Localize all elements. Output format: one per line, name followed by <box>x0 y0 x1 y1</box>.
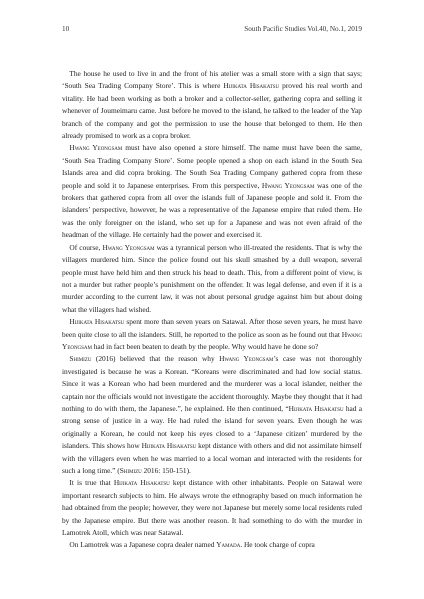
person-name: Hijikata Hisakatsu <box>288 403 344 413</box>
person-name: Hijikata Hisakatsu <box>141 441 197 451</box>
body-paragraph: The house he used to live in and the front of his atelier was a small store with a sign that says; ‘South Sea Trading Company Store’. This is where Hijikata Hisakatsu proved his real worth and vitality. He had been working as both a broker and a collector-seller, gathering copra and selling it whenever of Joumeimaru came. Just before he moved to the island, he talked to the leader of the Yap branch of the company and got the permission to use the house that belonged to them. He then already promised to work as a copra broker. <box>62 69 362 141</box>
person-name: Hijikata Hisakatsu <box>223 81 280 91</box>
person-name: Hwang Yeongsam <box>102 242 155 252</box>
running-head: South Pacific Studies Vol.40, No.1, 2019 <box>244 25 362 33</box>
person-name: Hwang Yeongsam <box>62 329 362 351</box>
person-name: Shimizu <box>69 354 92 364</box>
body-paragraph: Hwang Yeongsam must have also opened a store himself. The name must have been the same, ‘South Sea Trading Company Store’. Some people opened a shop on each island in the South Sea Islands area and did copra broking. The South Sea Trading Company gathered copra from these people and sold it to Japanese enterprises. From this perspective, Hwang Yeongsam was one of the brokers that gathered copra from all over the islands full of Japanese people and sold it. From the islanders’ perspective, however, he was a representative of the Japanese empire that ruled them. He was the only foreigner on the island, who set up for a Japanese and was not even afraid of the headman of the village. He certainly had the power and exercised it. <box>62 143 362 240</box>
body-paragraph: Shimizu (2016) believed that the reason why Hwang Yeongsam’s case was not thoroughly investigated is because he was a Korean. “Koreans were discriminated and had low social status. Since it was a Korean who had been murdered and the murderer was a local islander, neither the captain nor the officials would not investigate the accident thoroughly. Maybe they thought that it had nothing to do with them, the Japanese.”, he explained. He then continued, “Hijikata Hisakatsu had a strong sense of justice in a way. He had ruled the island for seven years. Even though he was originally a Korean, he could not keep his eyes closed to a ‘Japanese citizen’ murdered by the islanders. This shows how Hijikata Hisakatsu kept distance with others and did not assimilate himself with the villagers even when he was married to a local woman and interacted with the residents for such a long time.” (Shimizu 2016: 150-151). <box>62 354 362 475</box>
body-paragraph: On Lamotrek was a Japanese copra dealer named Yamada. He took charge of copra <box>69 540 315 550</box>
body-paragraph: Hijikata Hisakatsu spent more than seven years on Satawal. After those seven years, he must have been quite close to all the islanders. Still, he reported to the police as soon as he found out that Hwang Yeongsam had in fact been beaten to death by the people. Why would have he done so? <box>62 317 362 351</box>
person-name: Hwang Yeongsam <box>261 180 315 190</box>
article-body <box>62 68 362 552</box>
person-name: Hwang Yeongsam <box>69 143 123 153</box>
body-paragraph: Of course, Hwang Yeongsam was a tyrannical person who ill-treated the residents. That is why the villagers murdered him. Since the police found out his skull smashed by a dull weapon, several people must have held him and then struck his head to death. This, from a different point of view, is not a murder but rather people’s punishment on the offender. It was legal defense, and even if it is a murder according to the current law, it was not about personal grudge against him but about doing what the villagers had wished. <box>62 242 362 314</box>
body-paragraph: It is true that Hijikata Hisakatsu kept distance with other inhabitants. People on Satawal were important research subjects to him. He always wrote the ethnography based on much information he had obtained from the people; however, they were not Japanese but merely some local residents ruled by the Japanese empire. But there was another reason. It had something to do with the murder in Lamotrek Atoll, which was near Satawal. <box>62 478 363 538</box>
page-header <box>62 25 362 37</box>
page-number: 10 <box>62 25 70 33</box>
person-name: Shimizu <box>119 466 142 475</box>
person-name: Hwang Yeongsam <box>219 354 274 364</box>
person-name: Hijikata Hisakatsu <box>113 478 170 488</box>
person-name: Hijikata Hisakatsu <box>69 317 125 327</box>
person-name: Yamada <box>216 540 241 550</box>
